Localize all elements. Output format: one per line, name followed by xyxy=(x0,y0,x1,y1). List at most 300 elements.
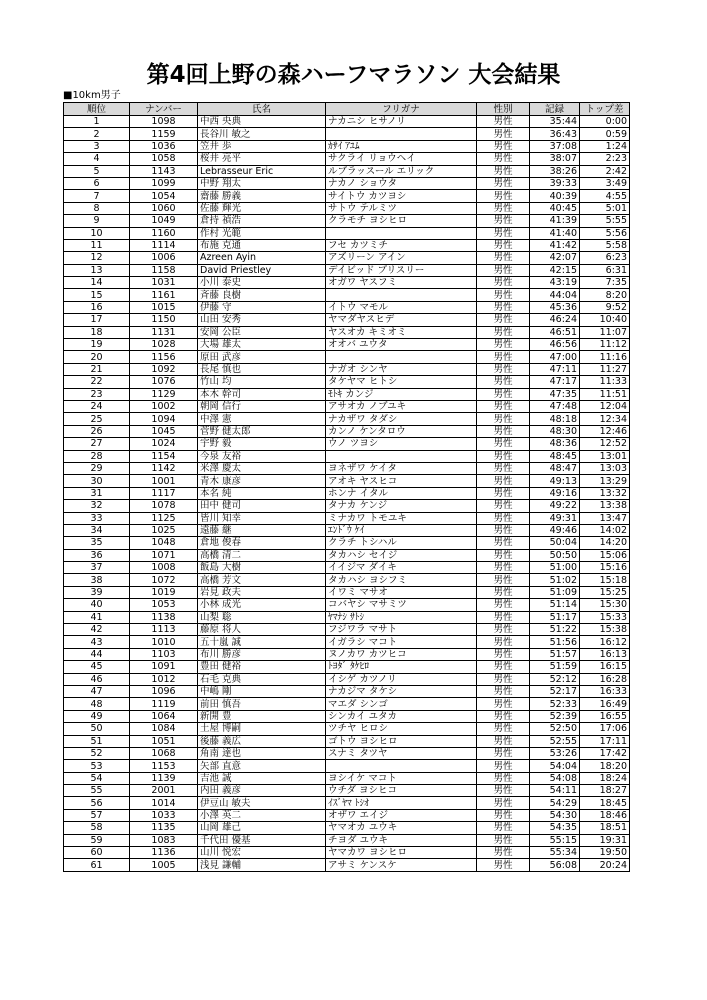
furigana-cell: アオキ ヤスヒコ xyxy=(326,475,477,487)
table-row xyxy=(64,215,630,227)
table-row xyxy=(64,239,630,251)
bib-number-cell: 1103 xyxy=(130,648,198,660)
table-row xyxy=(64,599,630,611)
gender-cell: 男性 xyxy=(477,723,530,735)
top-gap-cell: 12:46 xyxy=(580,425,630,437)
table-row xyxy=(64,785,630,797)
rank-cell: 51 xyxy=(64,735,130,747)
name-cell: 原田 武彦 xyxy=(198,351,326,363)
record-cell: 51:56 xyxy=(530,636,580,648)
top-gap-cell: 0:59 xyxy=(580,128,630,140)
results-body xyxy=(64,116,630,872)
name-cell: 山川 悦宏 xyxy=(198,847,326,859)
bib-number-cell: 1064 xyxy=(130,710,198,722)
table-row xyxy=(64,661,630,673)
table-row xyxy=(64,326,630,338)
gender-cell: 男性 xyxy=(477,624,530,636)
gender-cell: 男性 xyxy=(477,809,530,821)
bib-number-cell: 1001 xyxy=(130,475,198,487)
name-cell: 田中 健司 xyxy=(198,500,326,512)
table-row xyxy=(64,351,630,363)
furigana-cell xyxy=(326,289,477,301)
furigana-cell: イイジマ ダイキ xyxy=(326,562,477,574)
top-gap-cell: 13:03 xyxy=(580,462,630,474)
rank-cell: 38 xyxy=(64,574,130,586)
rank-cell: 30 xyxy=(64,475,130,487)
rank-cell: 34 xyxy=(64,524,130,536)
rank-cell: 18 xyxy=(64,326,130,338)
bib-number-cell: 1033 xyxy=(130,809,198,821)
bib-number-cell: 1005 xyxy=(130,859,198,871)
furigana-cell xyxy=(326,450,477,462)
gender-cell: 男性 xyxy=(477,227,530,239)
furigana-cell: アサオカ ノブユキ xyxy=(326,400,477,412)
name-cell: 浅見 謙輔 xyxy=(198,859,326,871)
furigana-cell: ヤマダヤスヒデ xyxy=(326,314,477,326)
top-gap-cell: 15:18 xyxy=(580,574,630,586)
table-row xyxy=(64,698,630,710)
gender-cell: 男性 xyxy=(477,599,530,611)
top-gap-cell: 18:27 xyxy=(580,785,630,797)
top-gap-cell: 12:34 xyxy=(580,413,630,425)
bib-number-cell: 1031 xyxy=(130,277,198,289)
rank-cell: 20 xyxy=(64,351,130,363)
rank-cell: 39 xyxy=(64,586,130,598)
gender-cell: 男性 xyxy=(477,177,530,189)
name-cell: 中西 央典 xyxy=(198,116,326,128)
name-cell: 安岡 公臣 xyxy=(198,326,326,338)
record-cell: 47:48 xyxy=(530,400,580,412)
top-gap-cell: 16:12 xyxy=(580,636,630,648)
bib-number-cell: 1138 xyxy=(130,611,198,623)
top-gap-cell: 1:24 xyxy=(580,140,630,152)
record-cell: 55:15 xyxy=(530,834,580,846)
rank-cell: 59 xyxy=(64,834,130,846)
bib-number-cell: 1154 xyxy=(130,450,198,462)
bib-number-cell: 1048 xyxy=(130,537,198,549)
record-cell: 56:08 xyxy=(530,859,580,871)
record-cell: 52:33 xyxy=(530,698,580,710)
gender-cell: 男性 xyxy=(477,772,530,784)
record-cell: 47:00 xyxy=(530,351,580,363)
bib-number-cell: 1014 xyxy=(130,797,198,809)
table-row xyxy=(64,252,630,264)
record-cell: 54:11 xyxy=(530,785,580,797)
rank-cell: 21 xyxy=(64,363,130,375)
bib-number-cell: 1150 xyxy=(130,314,198,326)
name-cell: 皆川 知幸 xyxy=(198,512,326,524)
rank-cell: 31 xyxy=(64,487,130,499)
top-gap-cell: 13:29 xyxy=(580,475,630,487)
furigana-cell: カンノ ケンタロウ xyxy=(326,425,477,437)
rank-cell: 27 xyxy=(64,438,130,450)
furigana-cell: イトウ マモル xyxy=(326,301,477,313)
record-cell: 49:13 xyxy=(530,475,580,487)
name-cell: 斉藤 良樹 xyxy=(198,289,326,301)
furigana-cell: クラチ トシハル xyxy=(326,537,477,549)
top-gap-cell: 13:38 xyxy=(580,500,630,512)
record-cell: 54:30 xyxy=(530,809,580,821)
name-cell: 青木 康彦 xyxy=(198,475,326,487)
table-row xyxy=(64,487,630,499)
gender-cell: 男性 xyxy=(477,252,530,264)
furigana-cell: タカハシ ヨシフミ xyxy=(326,574,477,586)
gender-cell: 男性 xyxy=(477,351,530,363)
name-cell: 笠井 歩 xyxy=(198,140,326,152)
name-cell: 後藤 義広 xyxy=(198,735,326,747)
furigana-cell: ヨシイケ マコト xyxy=(326,772,477,784)
name-cell: 山岡 雄己 xyxy=(198,822,326,834)
furigana-cell: スナミ タツヤ xyxy=(326,747,477,759)
furigana-cell: オザワ エイジ xyxy=(326,809,477,821)
table-row xyxy=(64,673,630,685)
bib-number-cell: 1012 xyxy=(130,673,198,685)
furigana-cell: イシゲ カツノリ xyxy=(326,673,477,685)
table-row xyxy=(64,611,630,623)
furigana-cell: アサミ ケンスケ xyxy=(326,859,477,871)
top-gap-cell: 17:06 xyxy=(580,723,630,735)
rank-cell: 46 xyxy=(64,673,130,685)
rank-cell: 23 xyxy=(64,388,130,400)
top-gap-cell: 18:45 xyxy=(580,797,630,809)
top-gap-cell: 16:28 xyxy=(580,673,630,685)
bib-number-cell: 1025 xyxy=(130,524,198,536)
top-gap-cell: 12:04 xyxy=(580,400,630,412)
bib-number-cell: 1053 xyxy=(130,599,198,611)
bib-number-cell: 1143 xyxy=(130,165,198,177)
rank-cell: 24 xyxy=(64,400,130,412)
top-gap-cell: 2:42 xyxy=(580,165,630,177)
furigana-cell: ナカニシ ヒサノリ xyxy=(326,116,477,128)
top-gap-cell: 7:35 xyxy=(580,277,630,289)
furigana-cell: ﾔﾏﾅｼ ｻﾄｼ xyxy=(326,611,477,623)
record-cell: 51:22 xyxy=(530,624,580,636)
furigana-cell: オオバ ユウタ xyxy=(326,339,477,351)
rank-cell: 55 xyxy=(64,785,130,797)
record-cell: 52:39 xyxy=(530,710,580,722)
table-row xyxy=(64,450,630,462)
top-gap-cell: 13:32 xyxy=(580,487,630,499)
top-gap-cell: 10:40 xyxy=(580,314,630,326)
furigana-cell: タカハシ セイジ xyxy=(326,549,477,561)
record-cell: 38:26 xyxy=(530,165,580,177)
bib-number-cell: 1117 xyxy=(130,487,198,499)
record-cell: 51:59 xyxy=(530,661,580,673)
name-cell: 矢部 直意 xyxy=(198,760,326,772)
bib-number-cell: 1078 xyxy=(130,500,198,512)
furigana-cell: ﾄﾖﾀﾞ ﾀｹﾋﾛ xyxy=(326,661,477,673)
rank-cell: 49 xyxy=(64,710,130,722)
bib-number-cell: 1096 xyxy=(130,685,198,697)
record-cell: 48:45 xyxy=(530,450,580,462)
furigana-cell: デイビッド プリスリー xyxy=(326,264,477,276)
bib-number-cell: 1008 xyxy=(130,562,198,574)
bib-number-cell: 1049 xyxy=(130,215,198,227)
rank-cell: 2 xyxy=(64,128,130,140)
rank-cell: 32 xyxy=(64,500,130,512)
header-rank: 順位 xyxy=(64,103,130,116)
name-cell: 朝岡 信行 xyxy=(198,400,326,412)
rank-cell: 4 xyxy=(64,153,130,165)
name-cell: 中嶋 剛 xyxy=(198,685,326,697)
table-row xyxy=(64,388,630,400)
section-label: ■10km男子 xyxy=(63,90,121,101)
table-row xyxy=(64,624,630,636)
gender-cell: 男性 xyxy=(477,834,530,846)
bib-number-cell: 1125 xyxy=(130,512,198,524)
gender-cell: 男性 xyxy=(477,500,530,512)
name-cell: 吉池 誠 xyxy=(198,772,326,784)
top-gap-cell: 15:30 xyxy=(580,599,630,611)
table-row xyxy=(64,636,630,648)
rank-cell: 47 xyxy=(64,685,130,697)
name-cell: 本名 純 xyxy=(198,487,326,499)
furigana-cell: ルブラッスール エリック xyxy=(326,165,477,177)
header-furigana: フリガナ xyxy=(326,103,477,116)
name-cell: 大場 雄太 xyxy=(198,339,326,351)
top-gap-cell: 15:06 xyxy=(580,549,630,561)
gender-cell: 男性 xyxy=(477,487,530,499)
name-cell: 千代田 優基 xyxy=(198,834,326,846)
header-top-gap: トップ差 xyxy=(580,103,630,116)
furigana-cell: サクライ リョウヘイ xyxy=(326,153,477,165)
table-row xyxy=(64,462,630,474)
gender-cell: 男性 xyxy=(477,537,530,549)
name-cell: 齋藤 勝義 xyxy=(198,190,326,202)
top-gap-cell: 17:42 xyxy=(580,747,630,759)
record-cell: 37:08 xyxy=(530,140,580,152)
name-cell: 小澤 英二 xyxy=(198,809,326,821)
record-cell: 48:47 xyxy=(530,462,580,474)
furigana-cell: タケヤマ ヒトシ xyxy=(326,376,477,388)
furigana-cell: オガワ ヤスフミ xyxy=(326,277,477,289)
gender-cell: 男性 xyxy=(477,574,530,586)
top-gap-cell: 15:33 xyxy=(580,611,630,623)
name-cell: 作村 光範 xyxy=(198,227,326,239)
bib-number-cell: 1002 xyxy=(130,400,198,412)
top-gap-cell: 5:01 xyxy=(580,202,630,214)
gender-cell: 男性 xyxy=(477,475,530,487)
name-cell: 高橋 清二 xyxy=(198,549,326,561)
table-row xyxy=(64,116,630,128)
record-cell: 51:02 xyxy=(530,574,580,586)
record-cell: 48:36 xyxy=(530,438,580,450)
record-cell: 40:39 xyxy=(530,190,580,202)
furigana-cell: アズリーン アイン xyxy=(326,252,477,264)
name-cell: Lebrasseur Eric xyxy=(198,165,326,177)
rank-cell: 19 xyxy=(64,339,130,351)
gender-cell: 男性 xyxy=(477,747,530,759)
gender-cell: 男性 xyxy=(477,165,530,177)
top-gap-cell: 3:49 xyxy=(580,177,630,189)
top-gap-cell: 2:23 xyxy=(580,153,630,165)
furigana-cell: イワミ マサオ xyxy=(326,586,477,598)
record-cell: 43:19 xyxy=(530,277,580,289)
bib-number-cell: 1084 xyxy=(130,723,198,735)
top-gap-cell: 20:24 xyxy=(580,859,630,871)
header-name: 氏名 xyxy=(198,103,326,116)
bib-number-cell: 2001 xyxy=(130,785,198,797)
top-gap-cell: 6:31 xyxy=(580,264,630,276)
furigana-cell: ホンナ イタル xyxy=(326,487,477,499)
furigana-cell xyxy=(326,227,477,239)
name-cell: Azreen Ayin xyxy=(198,252,326,264)
rank-cell: 41 xyxy=(64,611,130,623)
record-cell: 49:46 xyxy=(530,524,580,536)
furigana-cell: サイトウ カツヨシ xyxy=(326,190,477,202)
name-cell: 布施 克通 xyxy=(198,239,326,251)
gender-cell: 男性 xyxy=(477,438,530,450)
record-cell: 45:36 xyxy=(530,301,580,313)
top-gap-cell: 11:51 xyxy=(580,388,630,400)
record-cell: 41:39 xyxy=(530,215,580,227)
table-row xyxy=(64,264,630,276)
bib-number-cell: 1071 xyxy=(130,549,198,561)
header-gender: 性別 xyxy=(477,103,530,116)
top-gap-cell: 12:52 xyxy=(580,438,630,450)
record-cell: 54:04 xyxy=(530,760,580,772)
gender-cell: 男性 xyxy=(477,215,530,227)
top-gap-cell: 16:49 xyxy=(580,698,630,710)
name-cell: 伊藤 守 xyxy=(198,301,326,313)
table-row xyxy=(64,574,630,586)
bib-number-cell: 1015 xyxy=(130,301,198,313)
furigana-cell: ヤマオカ ユウキ xyxy=(326,822,477,834)
rank-cell: 5 xyxy=(64,165,130,177)
table-row xyxy=(64,537,630,549)
bib-number-cell: 1113 xyxy=(130,624,198,636)
rank-cell: 35 xyxy=(64,537,130,549)
top-gap-cell: 8:20 xyxy=(580,289,630,301)
record-cell: 52:55 xyxy=(530,735,580,747)
gender-cell: 男性 xyxy=(477,611,530,623)
gender-cell: 男性 xyxy=(477,289,530,301)
top-gap-cell: 11:07 xyxy=(580,326,630,338)
furigana-cell: ミナカワ トモユキ xyxy=(326,512,477,524)
name-cell: 菅野 健太郎 xyxy=(198,425,326,437)
record-cell: 41:42 xyxy=(530,239,580,251)
top-gap-cell: 18:20 xyxy=(580,760,630,772)
gender-cell: 男性 xyxy=(477,785,530,797)
gender-cell: 男性 xyxy=(477,549,530,561)
gender-cell: 男性 xyxy=(477,388,530,400)
name-cell: 五十嵐 誠 xyxy=(198,636,326,648)
record-cell: 46:51 xyxy=(530,326,580,338)
rank-cell: 12 xyxy=(64,252,130,264)
gender-cell: 男性 xyxy=(477,450,530,462)
gender-cell: 男性 xyxy=(477,326,530,338)
gender-cell: 男性 xyxy=(477,239,530,251)
record-cell: 51:00 xyxy=(530,562,580,574)
name-cell: 長尾 慎也 xyxy=(198,363,326,375)
bib-number-cell: 1156 xyxy=(130,351,198,363)
furigana-cell: マエダ シンゴ xyxy=(326,698,477,710)
rank-cell: 48 xyxy=(64,698,130,710)
record-cell: 51:57 xyxy=(530,648,580,660)
table-row xyxy=(64,772,630,784)
name-cell: 角南 達也 xyxy=(198,747,326,759)
rank-cell: 52 xyxy=(64,747,130,759)
rank-cell: 54 xyxy=(64,772,130,784)
table-row xyxy=(64,524,630,536)
rank-cell: 3 xyxy=(64,140,130,152)
top-gap-cell: 11:16 xyxy=(580,351,630,363)
gender-cell: 男性 xyxy=(477,822,530,834)
name-cell: 桜井 亮平 xyxy=(198,153,326,165)
bib-number-cell: 1131 xyxy=(130,326,198,338)
rank-cell: 50 xyxy=(64,723,130,735)
top-gap-cell: 9:52 xyxy=(580,301,630,313)
name-cell: 内田 義彦 xyxy=(198,785,326,797)
rank-cell: 8 xyxy=(64,202,130,214)
bib-number-cell: 1060 xyxy=(130,202,198,214)
top-gap-cell: 11:12 xyxy=(580,339,630,351)
furigana-cell: タナカ ケンジ xyxy=(326,500,477,512)
results-table xyxy=(63,102,630,872)
rank-cell: 26 xyxy=(64,425,130,437)
top-gap-cell: 16:55 xyxy=(580,710,630,722)
table-row xyxy=(64,425,630,437)
furigana-cell: ナカノ ショウタ xyxy=(326,177,477,189)
record-cell: 54:08 xyxy=(530,772,580,784)
gender-cell: 男性 xyxy=(477,425,530,437)
gender-cell: 男性 xyxy=(477,710,530,722)
record-cell: 53:26 xyxy=(530,747,580,759)
record-cell: 52:50 xyxy=(530,723,580,735)
table-row xyxy=(64,314,630,326)
name-cell: 土屋 博嗣 xyxy=(198,723,326,735)
gender-cell: 男性 xyxy=(477,140,530,152)
furigana-cell: イガラシ マコト xyxy=(326,636,477,648)
name-cell: 布川 勝彦 xyxy=(198,648,326,660)
name-cell: 倉持 禎浩 xyxy=(198,215,326,227)
record-cell: 49:31 xyxy=(530,512,580,524)
table-row xyxy=(64,834,630,846)
table-row xyxy=(64,760,630,772)
record-cell: 52:12 xyxy=(530,673,580,685)
table-row xyxy=(64,847,630,859)
record-cell: 41:40 xyxy=(530,227,580,239)
furigana-cell: シンカイ ユタカ xyxy=(326,710,477,722)
rank-cell: 60 xyxy=(64,847,130,859)
record-cell: 47:11 xyxy=(530,363,580,375)
gender-cell: 男性 xyxy=(477,400,530,412)
furigana-cell: サトウ テルミツ xyxy=(326,202,477,214)
furigana-cell xyxy=(326,351,477,363)
gender-cell: 男性 xyxy=(477,760,530,772)
top-gap-cell: 11:27 xyxy=(580,363,630,375)
rank-cell: 13 xyxy=(64,264,130,276)
table-row xyxy=(64,227,630,239)
top-gap-cell: 5:55 xyxy=(580,215,630,227)
rank-cell: 10 xyxy=(64,227,130,239)
furigana-cell: ナカジマ タケシ xyxy=(326,685,477,697)
rank-cell: 56 xyxy=(64,797,130,809)
name-cell: 伊豆山 敏夫 xyxy=(198,797,326,809)
bib-number-cell: 1158 xyxy=(130,264,198,276)
name-cell: 小川 泰史 xyxy=(198,277,326,289)
name-cell: 佐藤 輝光 xyxy=(198,202,326,214)
table-row xyxy=(64,177,630,189)
gender-cell: 男性 xyxy=(477,673,530,685)
rank-cell: 43 xyxy=(64,636,130,648)
furigana-cell xyxy=(326,760,477,772)
record-cell: 50:04 xyxy=(530,537,580,549)
gender-cell: 男性 xyxy=(477,859,530,871)
bib-number-cell: 1010 xyxy=(130,636,198,648)
record-cell: 42:15 xyxy=(530,264,580,276)
table-row xyxy=(64,438,630,450)
